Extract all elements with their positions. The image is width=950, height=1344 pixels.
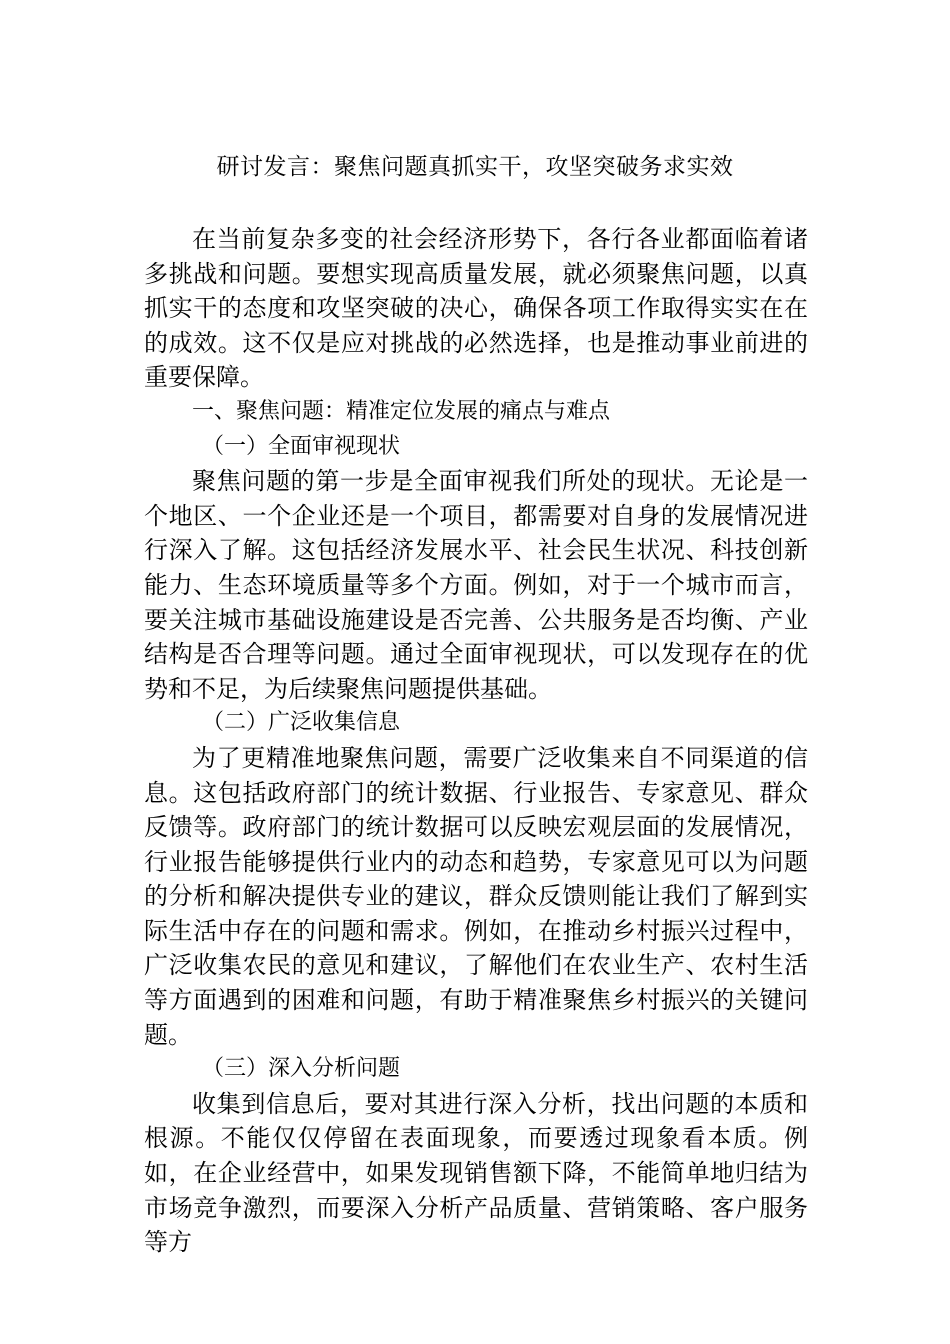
subsection-heading-1: （一）全面审视现状 (202, 433, 401, 459)
paragraph-3: 收集到信息后，要对其进行深入分析，找出问题的本质和根源。不能仅仅停留在表面现象，而要透过现象看本质。例如，在企业经营中，如果发现销售额下降，不能简单地归结为市场竞争激烈，而要深入分析产品质量、营销策略、客户服务等方 (144, 1089, 808, 1257)
paragraph-2: 为了更精准地聚焦问题，需要广泛收集来自不同渠道的信息。这包括政府部门的统计数据、行业报告、专家意见、群众反馈等。政府部门的统计数据可以反映宏观层面的发展情况，行业报告能够提供行业内的动态和趋势，专家意见可以为问题的分析和解决提供专业的建议，群众反馈则能让我们了解到实际生活中存在的问题和需求。例如，在推动乡村振兴过程中，广泛收集农民的意见和建议，了解他们在农业生产、农村生活等方面遇到的困难和问题，有助于精准聚焦乡村振兴的关键问题。 (144, 743, 808, 1049)
subsection-heading-2: （二）广泛收集信息 (202, 710, 401, 736)
document-title: 研讨发言：聚焦问题真抓实干，攻坚突破务求实效 (216, 154, 734, 180)
document-body (144, 222, 808, 1260)
subsection-heading-3: （三）深入分析问题 (202, 1056, 401, 1082)
section-heading-1: 一、聚焦问题：精准定位发展的痛点与难点 (192, 398, 611, 424)
paragraph-1: 聚焦问题的第一步是全面审视我们所处的现状。无论是一个地区、一个企业还是一个项目，都需要对自身的发展情况进行深入了解。这包括经济发展水平、社会民生状况、科技创新能力、生态环境质量等多个方面。例如，对于一个城市而言，要关注城市基础设施建设是否完善、公共服务是否均衡、产业结构是否合理等问题。通过全面审视现状，可以发现存在的优势和不足，为后续聚焦问题提供基础。 (144, 467, 808, 703)
intro-paragraph: 在当前复杂多变的社会经济形势下，各行各业都面临着诸多挑战和问题。要想实现高质量发展，就必须聚焦问题，以真抓实干的态度和攻坚突破的决心，确保各项工作取得实实在在的成效。这不仅是应对挑战的必然选择，也是推动事业前进的重要保障。 (144, 225, 808, 392)
